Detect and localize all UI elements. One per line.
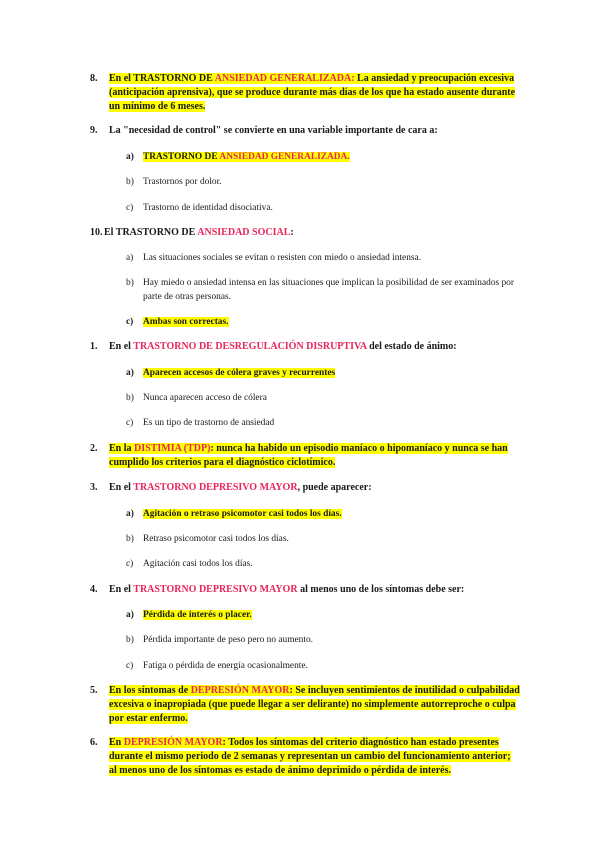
question-text — [109, 340, 520, 354]
text-run: En — [109, 737, 124, 748]
option-label: a) — [126, 368, 134, 378]
text-run: Agitación o retraso psicomotor casi todos los días. — [143, 509, 342, 519]
option-label: c) — [126, 661, 134, 671]
text-run-term: ANSIEDAD SOCIAL — [197, 227, 291, 238]
question-8 — [90, 72, 520, 114]
option-label: a) — [126, 610, 134, 620]
text-run: : — [290, 227, 294, 238]
text-run: La ansiedad y preocupación excesiva (anticipación aprensiva), que se produce durante más días de los que ha estado ausente durante un mínimo de 6 meses. — [109, 73, 516, 112]
option-label: c) — [126, 418, 134, 428]
option-label: a) — [126, 152, 134, 162]
option-label: b) — [126, 177, 134, 187]
question-2 — [90, 442, 520, 470]
question-text — [109, 481, 520, 495]
text-run: del estado de ánimo: — [366, 341, 457, 352]
text-run-term: DEPRESIÓN MAYOR — [123, 737, 223, 748]
question-text — [109, 442, 520, 470]
question-text — [109, 736, 520, 778]
text-run: En el — [109, 482, 134, 493]
option-text: Las situaciones sociales se evitan o resisten con miedo o ansiedad intensa. — [143, 253, 422, 263]
text-run: En el — [109, 584, 134, 595]
text-run: Pérdida de interés o placer. — [143, 610, 252, 620]
text-run: La "necesidad de control" se convierte en una variable importante de cara a: — [109, 125, 438, 136]
text-run-term: TRASTORNO DEPRESIVO MAYOR — [133, 482, 298, 493]
option-label: b) — [126, 278, 134, 288]
text-run-term: TRASTORNO DEPRESIVO MAYOR — [133, 584, 298, 595]
option-text: Trastorno de identidad disociativa. — [143, 203, 273, 213]
text-run: al menos uno de los síntomas debe ser: — [297, 584, 465, 595]
option-text: Nunca aparecen acceso de cólera — [143, 393, 267, 403]
text-run: En el TRASTORNO DE — [109, 73, 215, 84]
option-label: b) — [126, 534, 134, 544]
question-text — [109, 72, 520, 114]
question-text — [104, 226, 520, 240]
text-run: Aparecen accesos de cólera graves y recurrentes — [143, 368, 336, 378]
question-3 — [90, 481, 520, 495]
option-text: Es un tipo de trastorno de ansiedad — [143, 418, 275, 428]
question-number: 2. — [90, 443, 98, 454]
text-run: En la — [109, 443, 135, 454]
question-number: 9. — [90, 125, 98, 136]
option-text: Agitación casi todos los días. — [143, 559, 253, 569]
text-run: TRASTORNO DE — [143, 152, 220, 162]
question-5 — [90, 684, 520, 726]
option-text: Retraso psicomotor casi todos los días. — [143, 534, 289, 544]
option-text: Hay miedo o ansiedad intensa en las situaciones que implican la posibilidad de ser examinados por parte de otras personas. — [143, 278, 514, 302]
question-number: 10. — [90, 227, 103, 238]
question-6 — [90, 736, 520, 778]
question-10 — [90, 226, 520, 240]
text-run: En los síntomas de — [109, 685, 191, 696]
text-run-term: TRASTORNO DE DESREGULACIÓN DISRUPTIVA — [133, 341, 367, 352]
text-run: Ambas son correctas. — [143, 317, 229, 327]
question-text — [109, 583, 520, 597]
option-label: b) — [126, 635, 134, 645]
text-run-term: ANSIEDAD GENERALIZADA: — [214, 73, 355, 84]
text-run: En el — [109, 341, 134, 352]
option-label: a) — [126, 509, 134, 519]
question-number: 3. — [90, 482, 98, 493]
question-number: 5. — [90, 685, 98, 696]
text-run: : nunca ha habido un episodio maníaco o hipomaníaco y nunca se han cumplido los criterios para el diagnóstico ciclotímico. — [109, 443, 508, 468]
text-run: : Todos los síntomas del criterio diagnóstico han estado presentes durante el mismo periodo de 2 semanas y representan un cambio del funcionamiento anterior; al menos uno de los síntomas es estado de ánimo deprimido o pérdida de interés. — [109, 737, 511, 776]
question-text — [109, 124, 520, 138]
question-9 — [90, 124, 520, 138]
text-run-term: DISTIMIA (TDP) — [134, 443, 211, 454]
question-4 — [90, 583, 520, 597]
option-label: c) — [126, 559, 134, 569]
option-text: Fatiga o pérdida de energía ocasionalmente. — [143, 661, 308, 671]
option-text: Trastornos por dolor. — [143, 177, 222, 187]
text-run: El TRASTORNO DE — [104, 227, 198, 238]
question-number: 6. — [90, 737, 98, 748]
option-label: a) — [126, 253, 134, 263]
option-label: b) — [126, 393, 134, 403]
text-run-term: ANSIEDAD GENERALIZADA. — [219, 152, 350, 162]
question-1 — [90, 340, 520, 354]
text-run-term: DEPRESIÓN MAYOR — [190, 685, 290, 696]
question-number: 1. — [90, 341, 98, 352]
text-run: : Se incluyen sentimientos de inutilidad o culpabilidad excesiva o inapropiada (que puede llegar a ser delirante) no simplemente autorreproche o culpa por estar enfermo. — [109, 685, 520, 724]
option-text: Pérdida importante de peso pero no aumento. — [143, 635, 314, 645]
text-run: , puede aparecer: — [297, 482, 372, 493]
question-number: 4. — [90, 584, 98, 595]
option-label: c) — [126, 317, 134, 327]
option-label: c) — [126, 203, 134, 213]
question-number: 8. — [90, 73, 98, 84]
question-text — [109, 684, 520, 726]
